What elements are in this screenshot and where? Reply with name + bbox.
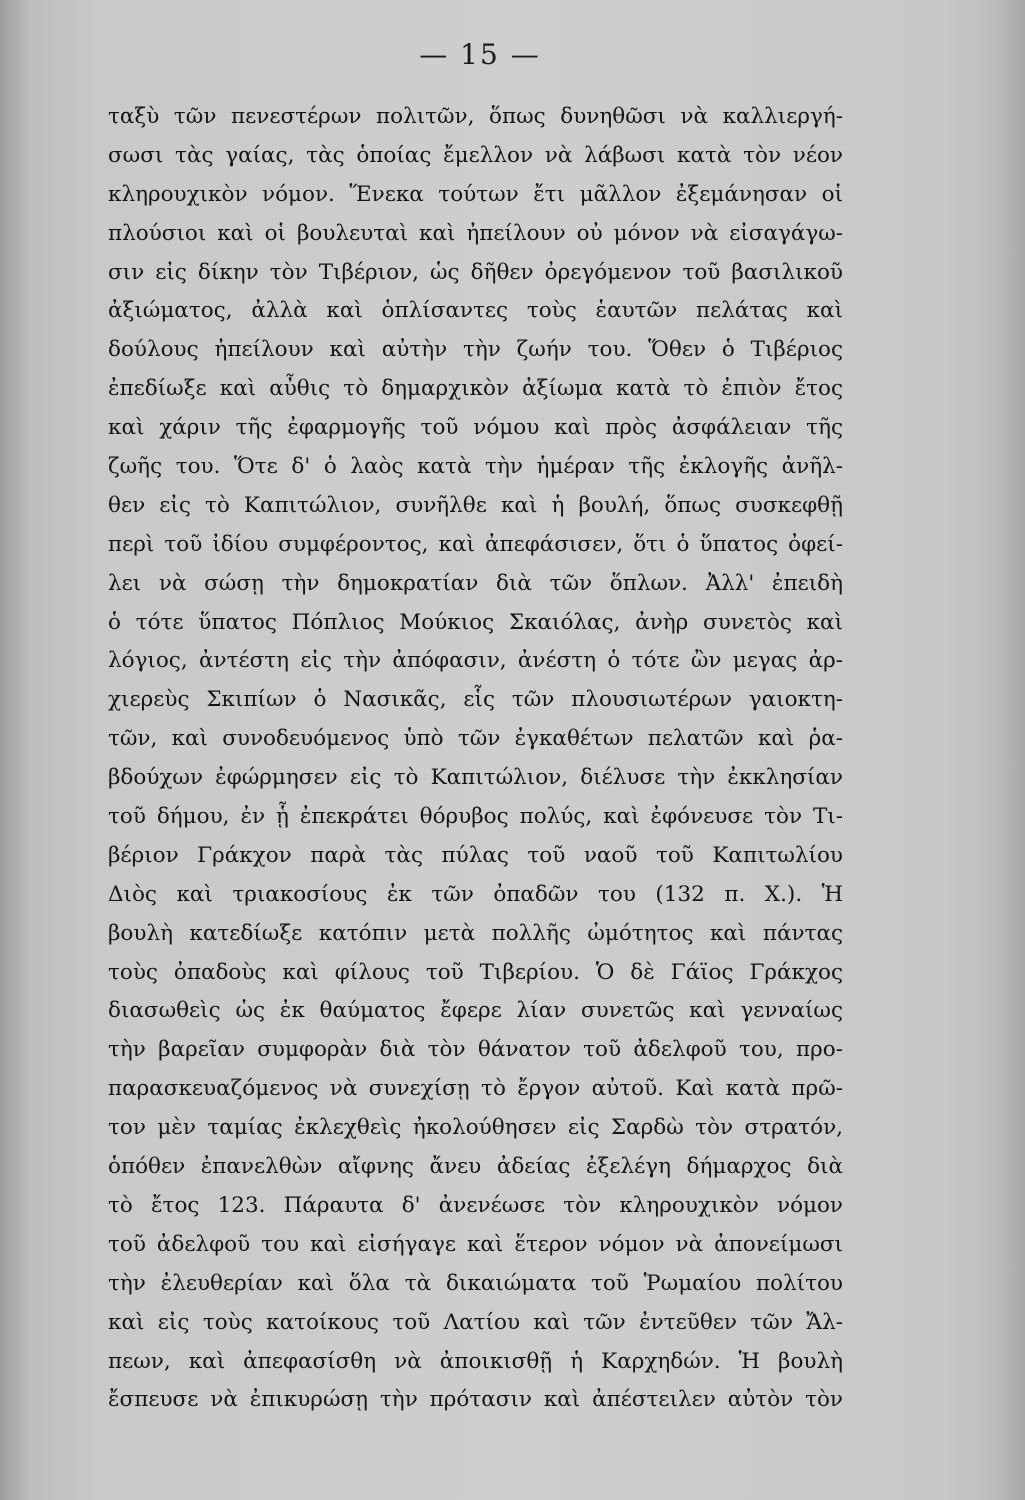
text-line: θεν εἰς τὸ Καπιτώλιον, συνῆλθε καὶ ἡ βουλή, ὅπως συσκεφθῇ [108, 492, 843, 518]
text-line: ταξὺ τῶν πενεστέρων πολιτῶν, ὅπως δυνηθῶσι νὰ καλλιεργή- [108, 104, 843, 129]
text-line: ἀξιώματος, ἀλλὰ καὶ ὁπλίσαντες τοὺς ἑαυτῶν πελάτας καὶ [108, 298, 843, 324]
text-line: ὁπόθεν ἐπανελθὼν αἴφνης ἄνευ ἀδείας ἐξελέγη δήμαρχος διὰ [108, 1154, 843, 1180]
text-line: Διὸς καὶ τριακοσίους ἐκ τῶν ὀπαδῶν του (132 π. Χ.). Ἡ [108, 881, 843, 907]
text-line: διασωθεὶς ὡς ἐκ θαύματος ἔφερε λίαν συνετῶς καὶ γενναίως [108, 998, 843, 1024]
text-line: τὴν ἐλευθερίαν καὶ ὅλα τὰ δικαιώματα τοῦ Ῥωμαίου πολίτου [108, 1270, 843, 1296]
text-line: τοῦ ἀδελφοῦ του καὶ εἰσήγαγε καὶ ἕτερον νόμον νὰ ἀπονείμωσι [108, 1231, 843, 1257]
text-line: τὸ ἔτος 123. Πάραυτα δ' ἀνενέωσε τὸν κληρουχικὸν νόμον [108, 1192, 843, 1218]
text-line: ζωῆς του. Ὅτε δ' ὁ λαὸς κατὰ τὴν ἡμέραν τῆς ἐκλογῆς ἀνῆλ- [108, 454, 843, 480]
text-line: κληρουχικὸν νόμον. Ἕνεκα τούτων ἔτι μᾶλλον ἐξεμάνησαν οἱ [108, 181, 843, 207]
text-line: τῶν, καὶ συνοδευόμενος ὑπὸ τῶν ἐγκαθέτων πελατῶν καὶ ῥα- [108, 726, 843, 752]
text-line: βδούχων ἐφώρμησεν εἰς τὸ Καπιτώλιον, διέλυσε τὴν ἐκκλησίαν [108, 765, 843, 791]
text-line: τὴν βαρεῖαν συμφορὰν διὰ τὸν θάνατον τοῦ ἀδελφοῦ του, προ- [108, 1037, 843, 1063]
text-line: βουλὴ κατεδίωξε κατόπιν μετὰ πολλῆς ὠμότητος καὶ πάντας [108, 920, 843, 946]
text-line: ἔσπευσε νὰ ἐπικυρώσῃ τὴν πρότασιν καὶ ἀπέστειλεν αὐτὸν τὸν [108, 1387, 843, 1413]
text-line: ἐπεδίωξε καὶ αὖθις τὸ δημαρχικὸν ἀξίωμα κατὰ τὸ ἐπιὸν ἔτος [108, 376, 843, 402]
text-line: πλούσιοι καὶ οἱ βουλευταὶ καὶ ἠπείλουν οὐ μόνον νὰ εἰσαγάγω- [108, 220, 843, 246]
text-line: ὁ τότε ὕπατος Πόπλιος Μούκιος Σκαιόλας, ἀνὴρ συνετὸς καὶ [108, 609, 843, 635]
text-line: τον μὲν ταμίας ἐκλεχθεὶς ἠκολούθησεν εἰς Σαρδὼ τὸν στρατόν, [108, 1115, 843, 1141]
text-line: βέριον Γράκχον παρὰ τὰς πύλας τοῦ ναοῦ τοῦ Καπιτωλίου [108, 842, 843, 868]
text-line: παρασκευαζόμενος νὰ συνεχίσῃ τὸ ἔργον αὐτοῦ. Καὶ κατὰ πρῶ- [108, 1076, 843, 1102]
text-line: σιν εἰς δίκην τὸν Τιβέριον, ὡς δῆθεν ὀρεγόμενον τοῦ βασιλικοῦ [108, 259, 843, 285]
text-line: σωσι τὰς γαίας, τὰς ὁποίας ἔμελλον νὰ λάβωσι κατὰ τὸν νέον [108, 142, 843, 168]
text-line: περὶ τοῦ ἰδίου συμφέροντος, καὶ ἀπεφάσισεν, ὅτι ὁ ὕπατος ὀφεί- [108, 531, 843, 557]
text-line: καὶ χάριν τῆς ἐφαρμογῆς τοῦ νόμου καὶ πρὸς ἀσφάλειαν τῆς [108, 415, 843, 441]
text-line: πεων, καὶ ἀπεφασίσθη νὰ ἀποικισθῇ ἡ Καρχηδών. Ἡ βουλὴ [108, 1348, 843, 1374]
text-line: λόγιος, ἀντέστη εἰς τὴν ἀπόφασιν, ἀνέστη ὁ τότε ὢν μεγας ἀρ- [108, 648, 843, 674]
text-line: χιερεὺς Σκιπίων ὁ Νασικᾶς, εἷς τῶν πλουσιωτέρων γαιοκτη- [108, 687, 843, 713]
text-line: τοὺς ὀπαδοὺς καὶ φίλους τοῦ Τιβερίου. Ὁ δὲ Γάϊος Γράκχος [108, 959, 843, 985]
text-line: καὶ εἰς τοὺς κατοίκους τοῦ Λατίου καὶ τῶν ἐντεῦθεν τῶν Ἄλ- [108, 1309, 843, 1335]
text-line: δούλους ἠπείλουν καὶ αὐτὴν τὴν ζωήν του. Ὅθεν ὁ Τιβέριος [108, 337, 843, 363]
text-line: λει νὰ σώσῃ τὴν δημοκρατίαν διὰ τῶν ὅπλων. Ἀλλ' ἐπειδὴ [108, 570, 843, 596]
body-text [108, 98, 843, 1420]
page-number: — 15 — [419, 38, 541, 71]
text-line: τοῦ δήμου, ἐν ᾗ ἐπεκράτει θόρυβος πολύς, καὶ ἐφόνευσε τὸν Τι- [108, 804, 843, 830]
